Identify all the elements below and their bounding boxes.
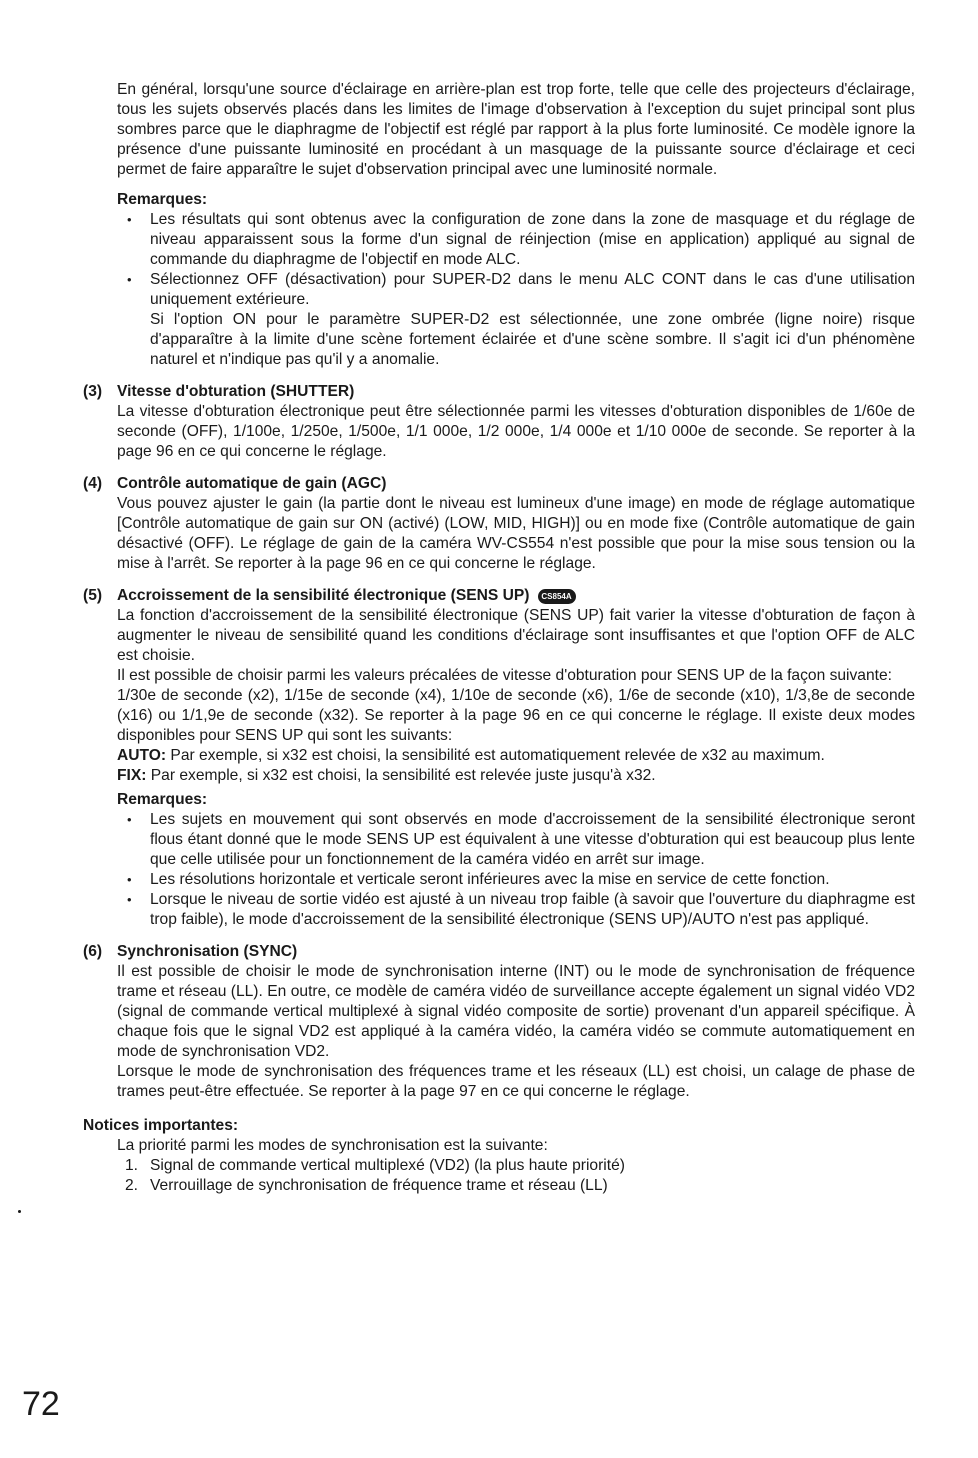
fix-text: Par exemple, si x32 est choisi, la sensibilité est relevée juste jusqu'à x32. bbox=[146, 767, 656, 784]
page-content bbox=[83, 80, 915, 1196]
notices-heading: Notices importantes: bbox=[83, 1117, 239, 1134]
bullet-icon: • bbox=[127, 872, 132, 887]
section-agc bbox=[83, 474, 915, 574]
page-number: 72 bbox=[22, 1385, 60, 1423]
item-text: Signal de commande vertical multiplexé (VD2) (la plus haute priorité) bbox=[150, 1157, 625, 1174]
bullet-icon: • bbox=[127, 212, 132, 227]
section-body: Il est possible de choisir le mode de synchronisation interne (INT) ou le mode de synchronisation de fréquence trame et réseau (LL). En outre, ce modèle de caméra vidéo de surveillance accepte également un signal vidéo VD2 (signal de commande vertical multiplexé à signal vidéo composite de sortie) provenant d'un appareil spécifique. À chaque fois que le signal VD2 est appliqué à la caméra vidéo, la caméra vidéo se commute automatiquement en mode de synchronisation VD2. bbox=[117, 963, 915, 1060]
remark-text: Les sujets en mouvement qui sont observés en mode d'accroissement de la sensibilité électronique seront flous étant donné que le mode SENS UP est équivalent à une vitesse d'obturation qui est beaucoup plus lente que celle utilisée pour un fonctionnement de la caméra vidéo en arrêt sur image. bbox=[150, 811, 915, 868]
remark-text: Les résultats qui sont obtenus avec la configuration de zone dans la zone de masquage et du réglage de niveau apparaissent sous la forme d'un signal de réinjection (mise en application) appliqué au signal de commande du diaphragme de l'objectif en mode ALC. bbox=[150, 211, 915, 268]
section-heading bbox=[83, 382, 915, 402]
item-number: 2. bbox=[125, 1177, 139, 1194]
auto-label: AUTO: bbox=[117, 747, 167, 764]
section-body: La vitesse d'obturation électronique peut être sélectionnée parmi les vitesses d'obturation disponibles de 1/60e de seconde (OFF), 1/100e, 1/250e, 1/500e, 1/1 000e, 1/2 000e, 1/4 000e et 1/10 000e de seconde. Se reporter à la page 96 en ce qui concerne le réglage. bbox=[117, 403, 915, 460]
section-heading bbox=[83, 586, 915, 606]
list-item bbox=[127, 210, 915, 270]
section-title: Synchronisation (SYNC) bbox=[117, 943, 298, 960]
bullet-icon: • bbox=[127, 272, 132, 287]
remarks-list bbox=[117, 810, 915, 930]
section-title: Vitesse d'obturation (SHUTTER) bbox=[117, 383, 355, 400]
remark-text: Sélectionnez OFF (désactivation) pour SUPER-D2 dans le menu ALC CONT dans le cas d'une utilisation uniquement extérieure. bbox=[150, 271, 915, 308]
section-number: (5) bbox=[83, 587, 103, 604]
list-item bbox=[125, 1176, 915, 1196]
section-title: Contrôle automatique de gain (AGC) bbox=[117, 475, 387, 492]
section-number: (3) bbox=[83, 383, 103, 400]
section-number: (6) bbox=[83, 943, 103, 960]
section-body: Lorsque le mode de synchronisation des fréquences trame et les réseaux (LL) est choisi, un calage de phase de trames peut-être effectuée. Se reporter à la page 97 en ce qui concerne le réglage. bbox=[117, 1063, 915, 1100]
priority-list bbox=[117, 1156, 915, 1196]
remarks-heading: Remarques: bbox=[117, 791, 208, 808]
remark-text: Lorsque le niveau de sortie vidéo est ajusté à un niveau trop faible (à savoir que l'ouverture du diaphragme est trop faible), le mode d'accroissement de la sensibilité électronique (SENS UP)/AUTO n'est pas appliqué. bbox=[150, 891, 915, 928]
auto-text: Par exemple, si x32 est choisi, la sensibilité est automatiquement relevée de x32 au maximum. bbox=[166, 747, 825, 764]
remarks-list bbox=[117, 210, 915, 370]
section-sens-up bbox=[83, 586, 915, 930]
section-body: La fonction d'accroissement de la sensibilité électronique (SENS UP) fait varier la vitesse d'obturation de façon à augmenter le niveau de sensibilité quand les conditions d'éclairage sont insuffisantes et que l'option OFF de ALC est choisie. bbox=[117, 607, 915, 664]
bullet-icon: • bbox=[127, 812, 132, 827]
notices-block bbox=[83, 1116, 915, 1196]
section-body: Il est possible de choisir parmi les valeurs précalées de vitesse d'obturation pour SENS UP de la façon suivante: bbox=[117, 667, 892, 684]
list-item bbox=[127, 810, 915, 870]
remarks-heading: Remarques: bbox=[117, 191, 208, 208]
section-heading bbox=[83, 942, 915, 962]
section-heading bbox=[83, 474, 915, 494]
list-item bbox=[127, 270, 915, 370]
section-shutter bbox=[83, 382, 915, 462]
intro-paragraph: En général, lorsqu'une source d'éclairage en arrière-plan est trop forte, telle que celle des projecteurs d'éclairage, tous les sujets observés placés dans les limites de l'image d'observation à l'exception du sujet principal sont plus sombres parce que le diaphragme de l'objectif est réglé par rapport à la plus forte luminosité. Ce modèle ignore la présence d'une puissante luminosité en procédant à un masquage de la puissante source d'éclairage et ceci permet de faire apparaître le sujet d'observation principal avec une luminosité normale. bbox=[117, 81, 915, 178]
fix-mode-description bbox=[117, 766, 915, 786]
section-title: Accroissement de la sensibilité électronique (SENS UP) bbox=[117, 587, 530, 604]
item-text: Verrouillage de synchronisation de fréquence trame et réseau (LL) bbox=[150, 1177, 608, 1194]
list-item bbox=[125, 1156, 915, 1176]
margin-mark bbox=[18, 1210, 21, 1213]
auto-mode-description bbox=[117, 746, 915, 766]
section-body: 1/30e de seconde (x2), 1/15e de seconde (x4), 1/10e de seconde (x6), 1/6e de seconde (x10), 1/3,8e de seconde (x16) ou 1/1,9e de seconde (x32). Se reporter à la page 96 en ce qui concerne le réglage. Il existe deux modes disponibles pour SENS UP qui sont les suivants: bbox=[117, 687, 915, 744]
remark-continuation: Si l'option ON pour le paramètre SUPER-D2 est sélectionnée, une zone ombrée (ligne noire) risque d'apparaître à la limite d'une scène fortement éclairée et d'une scène sombre. Il s'agit ici d'un phénomène naturel et n'indique pas qu'il y a anomalie. bbox=[150, 311, 915, 368]
list-item bbox=[127, 870, 915, 890]
bullet-icon: • bbox=[127, 892, 132, 907]
section-sync bbox=[83, 942, 915, 1102]
list-item bbox=[127, 890, 915, 930]
notices-intro: La priorité parmi les modes de synchronisation est la suivante: bbox=[117, 1137, 548, 1154]
model-badge-icon: CS854A bbox=[538, 589, 576, 604]
remark-text: Les résolutions horizontale et verticale seront inférieures avec la mise en service de cette fonction. bbox=[150, 871, 830, 888]
fix-label: FIX: bbox=[117, 767, 147, 784]
item-number: 1. bbox=[125, 1157, 139, 1174]
section-body: Vous pouvez ajuster le gain (la partie dont le niveau est lumineux d'une image) en mode de réglage automatique [Contrôle automatique de gain sur ON (activé) (LOW, MID, HIGH)] ou en mode fixe (Contrôle automatique de gain désactivé (OFF). Le réglage de gain de la caméra WV-CS554 n'est possible que pour la mise sous tension ou la mise à l'arrêt. Se reporter à la page 96 en ce qui concerne le réglage. bbox=[117, 495, 915, 572]
section-number: (4) bbox=[83, 475, 103, 492]
remarks-block-1 bbox=[117, 190, 915, 370]
